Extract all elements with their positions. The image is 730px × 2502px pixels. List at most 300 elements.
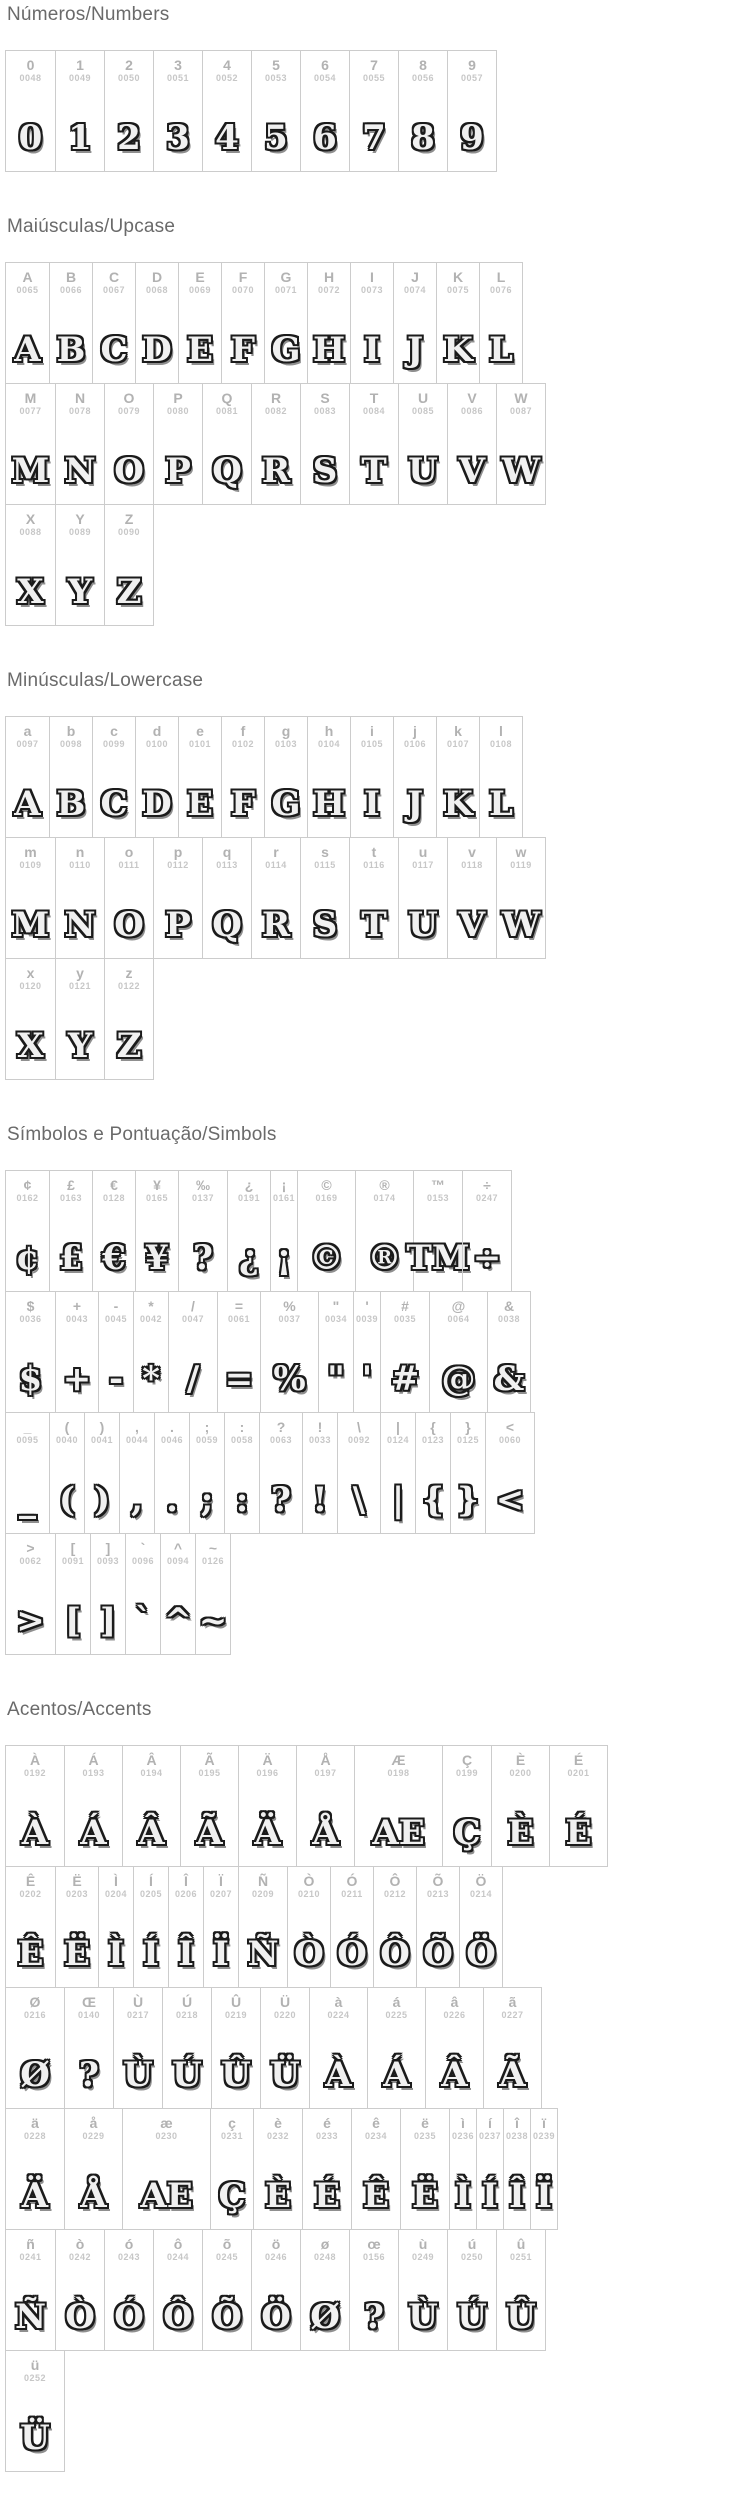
- character-label: 0: [26, 57, 35, 73]
- character-code: 0035: [393, 1314, 417, 1324]
- font-glyph: #: [390, 1359, 420, 1399]
- glyph-cell: [162, 1988, 211, 2108]
- character-code: 0219: [224, 2010, 248, 2020]
- glyph-cell: [202, 51, 251, 171]
- glyph-cell: [479, 717, 522, 837]
- font-glyph: \: [352, 1480, 366, 1520]
- glyph-cell: [64, 1988, 113, 2108]
- font-glyph: Ü: [270, 2055, 300, 2095]
- character-code: 0211: [341, 1889, 363, 1899]
- font-glyph: Ù: [408, 2297, 438, 2337]
- glyph-cell: [485, 1413, 534, 1533]
- character-label: Ö: [475, 1873, 487, 1889]
- character-label: Ù: [132, 1994, 144, 2010]
- character-code: 0041: [90, 1435, 114, 1445]
- character-label: â: [450, 1994, 459, 2010]
- glyph-cell: [49, 1413, 84, 1533]
- font-glyph: Ì: [108, 1934, 124, 1974]
- glyph-cell: [6, 2109, 64, 2229]
- character-code: 0210: [297, 1889, 321, 1899]
- glyph-cell: [398, 2230, 447, 2350]
- character-code: 0192: [23, 1768, 47, 1778]
- font-glyph: Ö: [466, 1934, 496, 1974]
- font-glyph: Ç: [218, 2176, 246, 2216]
- character-code: 0081: [215, 406, 239, 416]
- character-label: 7: [370, 57, 378, 73]
- font-glyph: 0: [18, 118, 43, 158]
- character-code: 0238: [505, 2131, 529, 2141]
- character-label: Ê: [25, 1873, 36, 1889]
- glyph-cell: [270, 1171, 297, 1291]
- character-code: 0062: [19, 1556, 42, 1566]
- glyph-cell: [300, 51, 349, 171]
- character-code: 0227: [501, 2010, 524, 2020]
- font-glyph: T: [361, 905, 387, 945]
- font-glyph: L: [489, 784, 513, 824]
- font-glyph: F: [230, 330, 256, 370]
- character-code: 0116: [363, 860, 385, 870]
- character-label: î: [515, 2115, 519, 2131]
- font-glyph: ®: [367, 1238, 402, 1278]
- character-label: í: [488, 2115, 492, 2131]
- character-label: ú: [467, 2236, 477, 2252]
- character-label: Œ: [82, 1994, 96, 2010]
- character-label: Á: [88, 1752, 99, 1768]
- character-code: 0126: [201, 1556, 225, 1566]
- character-label: @: [451, 1298, 466, 1314]
- character-label: a: [23, 723, 32, 739]
- character-code: 0169: [315, 1193, 338, 1203]
- character-label: Ä: [262, 1752, 273, 1768]
- character-code: 0108: [489, 739, 513, 749]
- character-label: &: [503, 1298, 515, 1314]
- glyph-cell: [349, 2230, 398, 2350]
- character-code: 0052: [215, 73, 239, 83]
- glyph-cell: [318, 1292, 353, 1412]
- font-glyph: Ñ: [14, 2297, 47, 2337]
- character-label: Ú: [181, 1994, 193, 2010]
- character-label: ü: [30, 2357, 40, 2373]
- character-label: s: [321, 844, 329, 860]
- font-glyph: G: [271, 784, 301, 824]
- glyph-cell: [415, 1413, 450, 1533]
- character-label: +: [72, 1298, 82, 1314]
- font-glyph: Ô: [163, 2297, 193, 2337]
- glyph-cell: [302, 1413, 337, 1533]
- character-code: 0061: [227, 1314, 251, 1324]
- character-label: l: [499, 723, 503, 739]
- character-label: ¿: [244, 1177, 254, 1193]
- character-label: ê: [372, 2115, 380, 2131]
- character-label: |: [396, 1419, 400, 1435]
- character-label: ;: [204, 1419, 210, 1435]
- font-glyph: S: [312, 451, 338, 491]
- character-label: Ó: [346, 1873, 358, 1889]
- font-glyph: D: [142, 784, 172, 824]
- glyph-cell: [300, 2230, 349, 2350]
- font-glyph: Y: [67, 572, 93, 612]
- glyph-cell: [302, 2109, 351, 2229]
- font-glyph: 5: [264, 118, 288, 158]
- glyph-cell: [125, 1534, 160, 1654]
- glyph-cell: [287, 1867, 330, 1987]
- character-code: 0203: [65, 1889, 89, 1899]
- glyph-cell: [349, 51, 398, 171]
- glyph-cell: [6, 2351, 64, 2471]
- character-code: 0033: [308, 1435, 332, 1445]
- character-code: 0036: [19, 1314, 42, 1324]
- font-glyph: ?: [364, 2297, 384, 2337]
- glyph-cell: [251, 2230, 300, 2350]
- character-label: õ: [222, 2236, 232, 2252]
- glyph-cell: [168, 1867, 203, 1987]
- font-glyph: Ã: [196, 1813, 223, 1853]
- glyph-row: [5, 2229, 546, 2351]
- glyph-cell: [221, 717, 264, 837]
- character-label: Ë: [72, 1873, 82, 1889]
- font-glyph: .: [166, 1480, 178, 1520]
- character-label: <: [505, 1419, 515, 1435]
- glyph-cell: [447, 384, 496, 504]
- character-code: 0097: [16, 739, 39, 749]
- glyph-cell: [442, 1746, 491, 1866]
- character-label: O: [123, 390, 135, 406]
- character-label: $: [26, 1298, 35, 1314]
- glyph-cell: [6, 2230, 55, 2350]
- font-glyph: -: [108, 1359, 124, 1399]
- character-label: C: [108, 269, 120, 285]
- font-glyph: Ã: [499, 2055, 526, 2095]
- glyph-cell: [238, 1867, 287, 1987]
- character-label: ~: [208, 1540, 218, 1556]
- character-label: ç: [228, 2115, 236, 2131]
- font-glyph: AE: [372, 1813, 425, 1853]
- character-code: 0078: [68, 406, 92, 416]
- character-label: £: [67, 1177, 75, 1193]
- character-label: Ã: [204, 1752, 215, 1768]
- font-glyph: *: [142, 1359, 160, 1399]
- font-glyph: Ô: [380, 1934, 410, 1974]
- character-label: ": [332, 1298, 340, 1314]
- glyph-cell: [530, 2109, 557, 2229]
- character-label: ø: [320, 2236, 330, 2252]
- character-label: å: [89, 2115, 98, 2131]
- font-glyph: P: [165, 451, 191, 491]
- glyph-cell: [251, 51, 300, 171]
- font-glyph: M: [11, 451, 50, 491]
- font-glyph: 2: [117, 118, 141, 158]
- glyph-cell: [133, 1292, 168, 1412]
- glyph-cell: [487, 1292, 530, 1412]
- character-label: Â: [146, 1752, 157, 1768]
- glyph-row: [5, 1987, 542, 2109]
- character-code: 0247: [475, 1193, 499, 1203]
- character-code: 0128: [102, 1193, 126, 1203]
- glyph-cell: [307, 717, 350, 837]
- character-label: ^: [173, 1540, 183, 1556]
- glyph-cell: [330, 1867, 373, 1987]
- glyph-cell: [479, 263, 522, 383]
- character-label: t: [371, 844, 377, 860]
- character-code: 0198: [387, 1768, 410, 1778]
- character-label: ó: [124, 2236, 134, 2252]
- glyph-cell: [393, 263, 436, 383]
- character-map-section: [5, 1124, 730, 1655]
- character-label: D: [151, 269, 163, 285]
- glyph-cell: [153, 2230, 202, 2350]
- glyph-cell: [224, 1413, 259, 1533]
- font-glyph: Q: [212, 905, 242, 945]
- character-code: 0120: [19, 981, 42, 991]
- character-code: 0252: [23, 2373, 47, 2383]
- character-label: J: [411, 269, 419, 285]
- glyph-cell: [49, 717, 92, 837]
- character-code: 0049: [68, 73, 92, 83]
- font-glyph: À: [21, 1813, 49, 1853]
- character-label: ë: [421, 2115, 429, 2131]
- glyph-cell: [416, 1867, 459, 1987]
- glyph-cell: [104, 959, 153, 1079]
- glyph-row: [5, 2350, 65, 2472]
- character-code: 0207: [209, 1889, 233, 1899]
- character-code: 0042: [139, 1314, 163, 1324]
- glyph-cell: [168, 1292, 217, 1412]
- glyph-cell: [122, 2109, 210, 2229]
- font-glyph: O: [114, 905, 144, 945]
- font-glyph: Ë: [64, 1934, 90, 1974]
- character-code: 0193: [82, 1768, 105, 1778]
- character-label: Ï: [219, 1873, 223, 1889]
- font-glyph: D: [142, 330, 172, 370]
- character-code: 0064: [447, 1314, 470, 1324]
- character-code: 0224: [327, 2010, 350, 2020]
- glyph-cell: [6, 959, 55, 1079]
- glyph-cell: [64, 2109, 122, 2229]
- character-code: 0137: [191, 1193, 215, 1203]
- character-code: 0237: [478, 2131, 502, 2141]
- section-title: Acentos/Accents: [7, 1699, 152, 1720]
- character-label: (: [64, 1419, 70, 1435]
- character-code: 0099: [102, 739, 126, 749]
- character-code: 0156: [362, 2252, 386, 2262]
- glyph-cell: [309, 1988, 367, 2108]
- font-glyph: C: [100, 784, 128, 824]
- character-label: P: [173, 390, 183, 406]
- glyph-grid: [5, 1745, 730, 2472]
- glyph-cell: [300, 838, 349, 958]
- character-code: 0250: [460, 2252, 484, 2262]
- font-glyph: ¿: [239, 1238, 259, 1278]
- character-label: Å: [320, 1752, 331, 1768]
- character-code: 0101: [188, 739, 212, 749]
- character-code: 0248: [313, 2252, 337, 2262]
- character-code: 0071: [274, 285, 298, 295]
- glyph-cell: [135, 1171, 178, 1291]
- character-label: ©: [321, 1177, 332, 1193]
- character-code: 0245: [215, 2252, 239, 2262]
- glyph-row: [5, 1745, 608, 1867]
- glyph-row: [5, 504, 154, 626]
- character-code: 0191: [237, 1193, 261, 1203]
- character-code: 0084: [362, 406, 386, 416]
- font-glyph: ¡: [276, 1238, 292, 1278]
- glyph-cell: [104, 51, 153, 171]
- glyph-grid: [5, 1170, 730, 1655]
- font-glyph: V: [458, 905, 486, 945]
- character-code: 0068: [145, 285, 169, 295]
- glyph-cell: [450, 1413, 485, 1533]
- character-label: H: [323, 269, 335, 285]
- font-glyph: Å: [80, 2176, 107, 2216]
- character-label: ]: [105, 1540, 111, 1556]
- character-label: æ: [160, 2115, 173, 2131]
- font-glyph: }: [457, 1480, 479, 1520]
- character-code: 0226: [443, 2010, 466, 2020]
- glyph-row: [5, 262, 523, 384]
- font-glyph: Í: [482, 2176, 498, 2216]
- glyph-cell: [135, 717, 178, 837]
- font-glyph: ?: [271, 1480, 291, 1520]
- glyph-cell: [253, 2109, 302, 2229]
- character-label: p: [173, 844, 183, 860]
- glyph-cell: [104, 838, 153, 958]
- character-code: 0236: [451, 2131, 475, 2141]
- character-code: 0034: [324, 1314, 348, 1324]
- character-label: j: [413, 723, 417, 739]
- font-glyph: Ó: [337, 1934, 367, 1974]
- glyph-cell: [133, 1867, 168, 1987]
- glyph-cell: [6, 1292, 55, 1412]
- glyph-cell: [351, 2109, 400, 2229]
- character-code: 0119: [510, 860, 532, 870]
- character-code: 0040: [55, 1435, 79, 1445]
- glyph-cell: [297, 1171, 355, 1291]
- glyph-cell: [49, 263, 92, 383]
- glyph-row: [5, 716, 523, 838]
- character-code: 0200: [509, 1768, 532, 1778]
- glyph-cell: [354, 1746, 442, 1866]
- character-code: 0122: [117, 981, 141, 991]
- glyph-row: [5, 1412, 535, 1534]
- glyph-row: [5, 50, 497, 172]
- character-label: ¢: [23, 1177, 32, 1193]
- character-label: ÷: [483, 1177, 491, 1193]
- character-code: 0125: [456, 1435, 480, 1445]
- character-code: 0066: [59, 285, 83, 295]
- character-code: 0037: [278, 1314, 301, 1324]
- character-code: 0100: [145, 739, 169, 749]
- character-code: 0230: [155, 2131, 178, 2141]
- character-code: 0089: [68, 527, 92, 537]
- glyph-cell: [367, 1988, 425, 2108]
- glyph-cell: [55, 51, 104, 171]
- glyph-cell: [6, 1746, 64, 1866]
- character-label: ‰: [196, 1177, 210, 1193]
- character-code: 0163: [59, 1193, 83, 1203]
- glyph-cell: [160, 1534, 195, 1654]
- font-glyph: É: [314, 2176, 340, 2216]
- character-code: 0213: [426, 1889, 450, 1899]
- font-glyph: ÷: [472, 1238, 502, 1278]
- font-glyph: G: [271, 330, 301, 370]
- glyph-cell: [104, 2230, 153, 2350]
- font-glyph: O: [114, 451, 144, 491]
- glyph-cell: [221, 263, 264, 383]
- font-glyph: A: [14, 330, 41, 370]
- font-glyph: Î: [178, 1934, 194, 1974]
- glyph-cell: [189, 1413, 224, 1533]
- font-glyph: Û: [221, 2055, 251, 2095]
- font-glyph: `: [134, 1601, 152, 1641]
- font-glyph: X: [17, 1026, 44, 1066]
- character-code: 0216: [23, 2010, 47, 2020]
- font-glyph: 7: [362, 118, 386, 158]
- font-glyph: AE: [140, 2176, 193, 2216]
- font-glyph: Ø: [20, 2055, 50, 2095]
- glyph-cell: [447, 51, 496, 171]
- font-glyph: Ø: [310, 2297, 340, 2337]
- font-glyph: B: [56, 330, 86, 370]
- glyph-grid: [5, 262, 730, 626]
- character-code: 0080: [166, 406, 190, 416]
- character-code: 0218: [175, 2010, 199, 2020]
- character-code: 0239: [532, 2131, 556, 2141]
- character-label: È: [515, 1752, 526, 1768]
- font-glyph: Â: [138, 1813, 165, 1853]
- character-code: 0201: [567, 1768, 590, 1778]
- font-glyph: {: [422, 1480, 444, 1520]
- character-code: 0046: [160, 1435, 184, 1445]
- glyph-cell: [98, 1292, 133, 1412]
- glyph-cell: [349, 838, 398, 958]
- character-label: 8: [419, 57, 427, 73]
- glyph-cell: [373, 1867, 416, 1987]
- character-code: 0095: [16, 1435, 39, 1445]
- character-code: 0202: [19, 1889, 42, 1899]
- character-label: n: [75, 844, 85, 860]
- character-code: 0092: [347, 1435, 371, 1445]
- glyph-cell: [238, 1746, 296, 1866]
- glyph-cell: [476, 2109, 503, 2229]
- glyph-cell: [300, 384, 349, 504]
- font-glyph: %: [273, 1359, 306, 1399]
- font-glyph: 9: [460, 118, 484, 158]
- character-label: A: [22, 269, 33, 285]
- font-glyph: J: [406, 330, 424, 370]
- glyph-cell: [260, 1292, 318, 1412]
- character-code: 0069: [188, 285, 212, 295]
- character-label: G: [280, 269, 292, 285]
- font-glyph: B: [56, 784, 86, 824]
- character-label: Ñ: [257, 1873, 269, 1889]
- character-code: 0045: [104, 1314, 128, 1324]
- font-glyph: P: [165, 905, 191, 945]
- character-label: ¥: [153, 1177, 161, 1193]
- section-title: Minúsculas/Lowercase: [7, 670, 204, 691]
- glyph-cell: [264, 263, 307, 383]
- glyph-cell: [135, 263, 178, 383]
- font-glyph: ]: [99, 1601, 117, 1641]
- glyph-cell: [259, 1413, 302, 1533]
- character-label: 5: [272, 57, 280, 73]
- font-glyph: Ò: [294, 1934, 324, 1974]
- glyph-cell: [503, 2109, 530, 2229]
- font-glyph: F: [230, 784, 256, 824]
- font-glyph: X: [17, 572, 44, 612]
- glyph-cell: [113, 1988, 162, 2108]
- character-code: 0117: [412, 860, 434, 870]
- font-glyph: Ú: [457, 2297, 487, 2337]
